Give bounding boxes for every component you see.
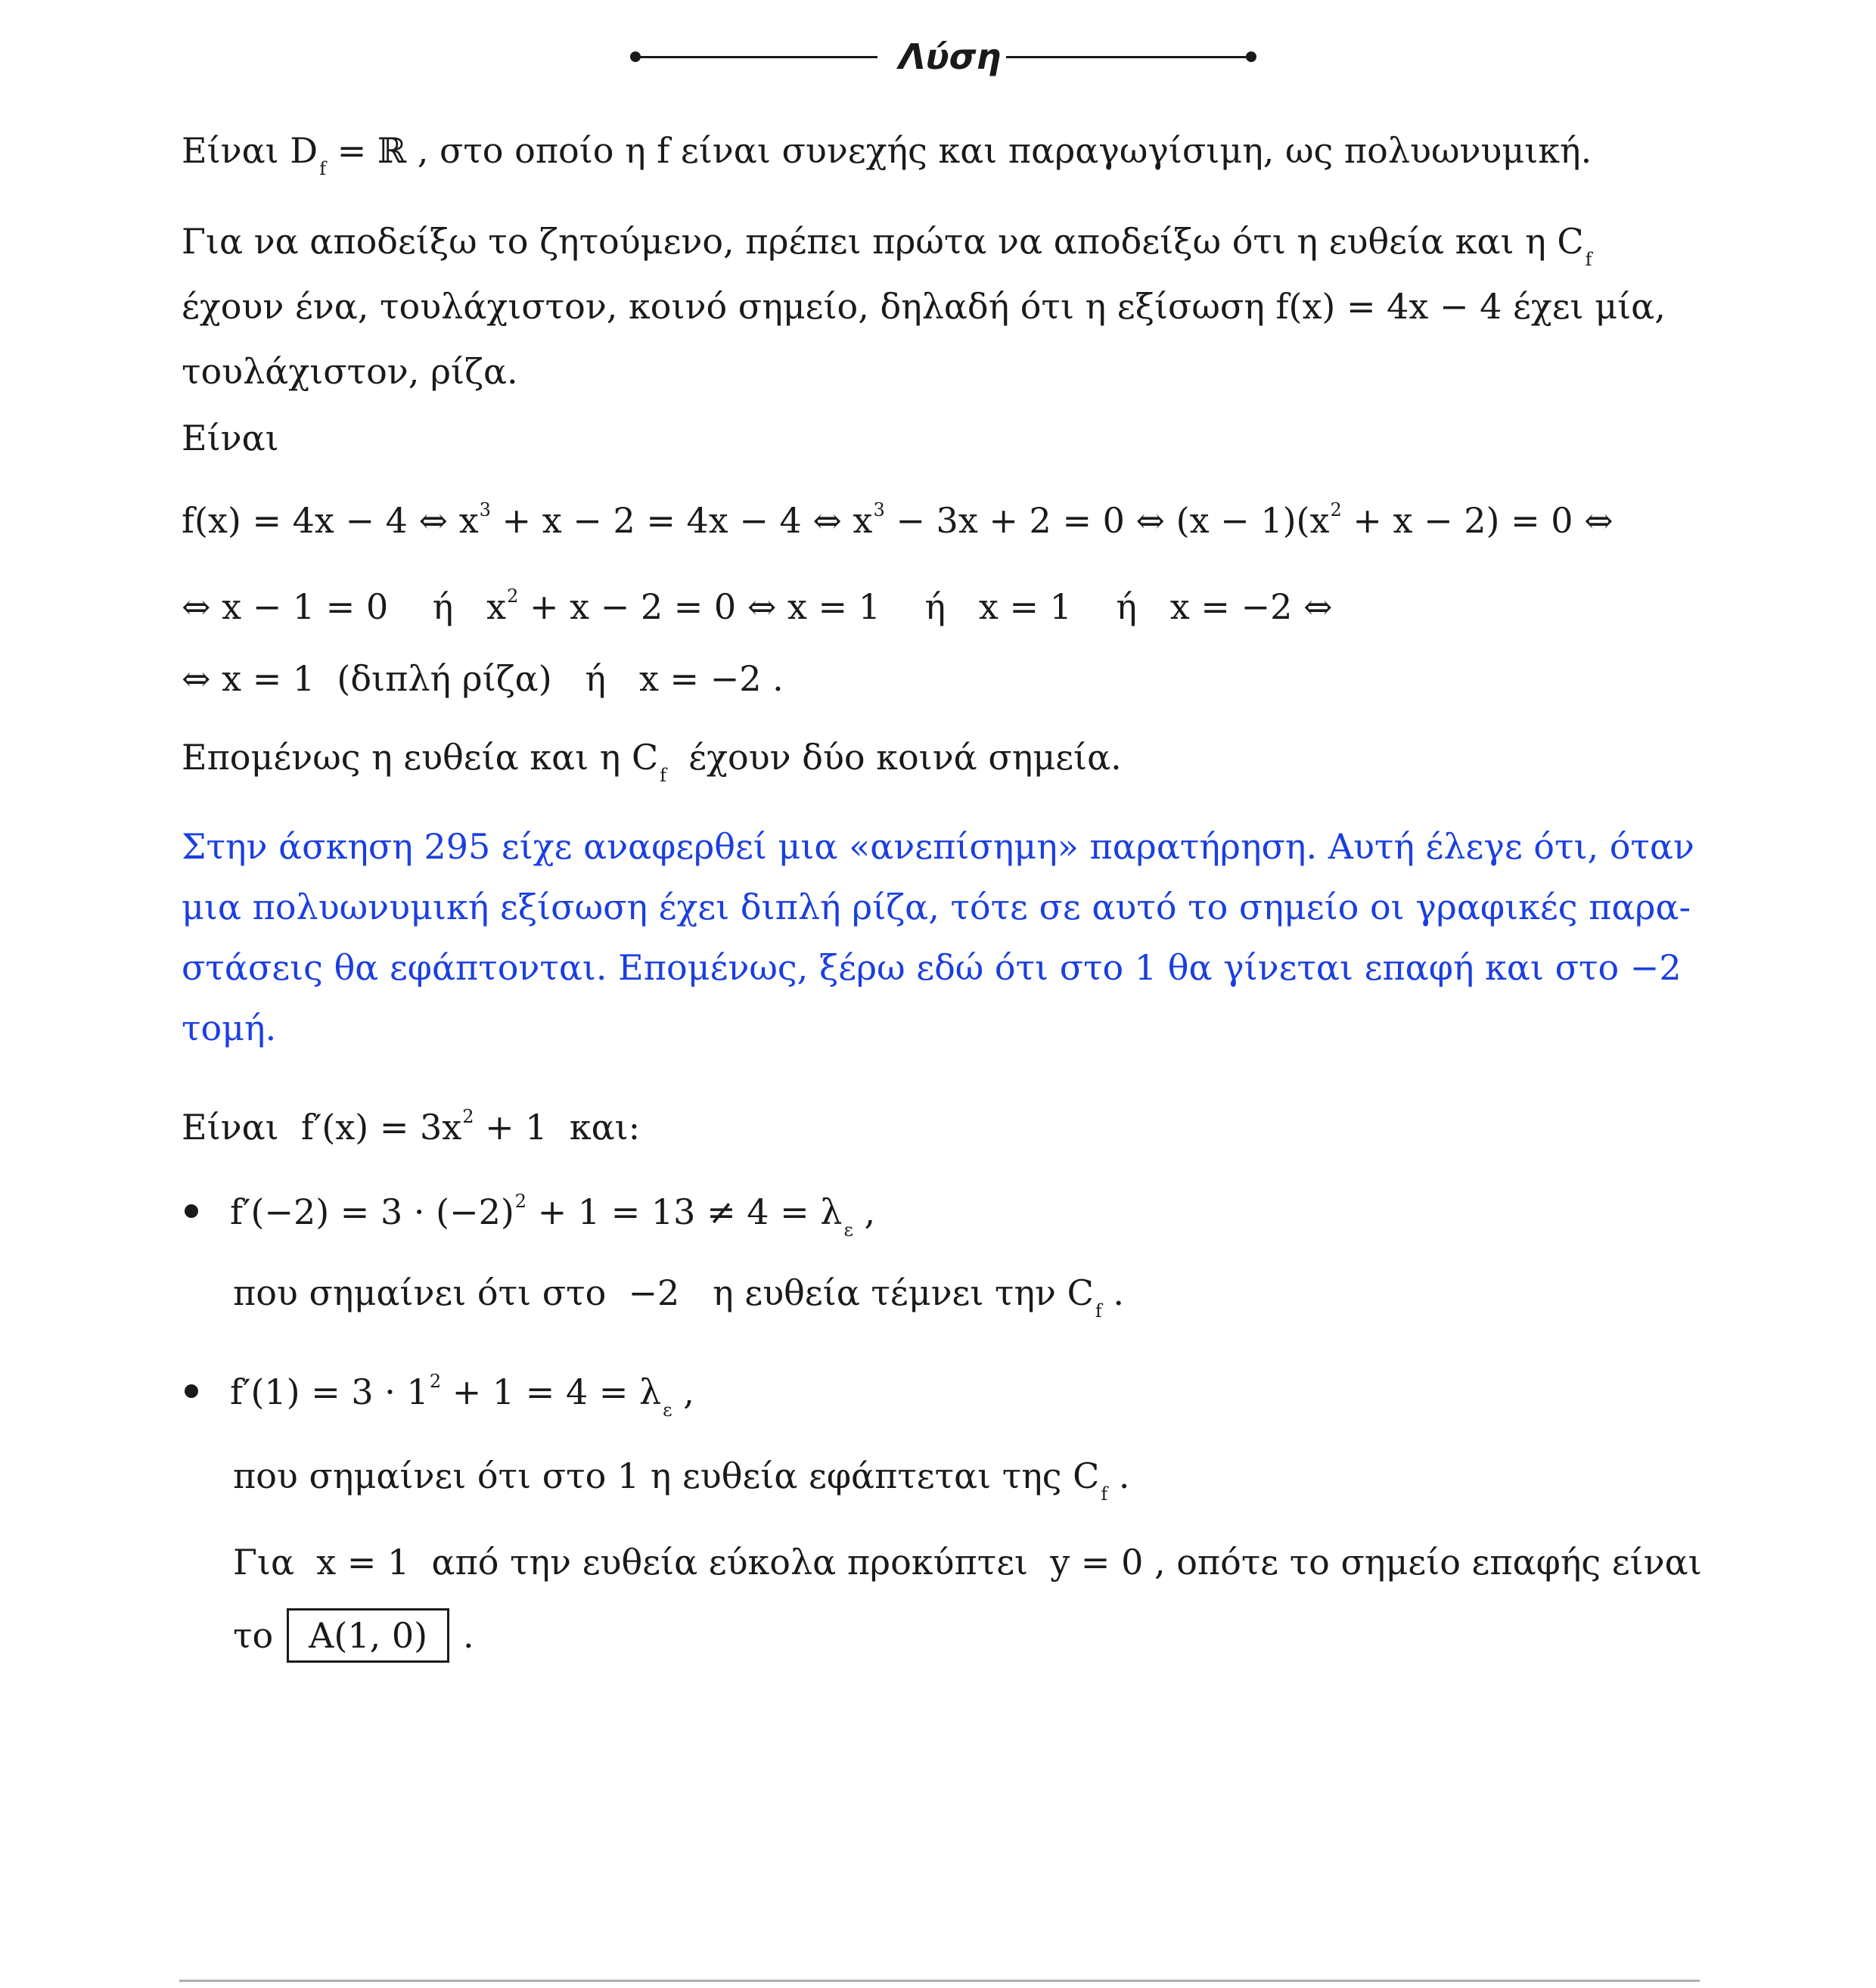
header-right-dot bbox=[1246, 51, 1256, 62]
paragraph-einai: Είναι bbox=[182, 418, 279, 458]
bullet-equation-1: $f'(-2) = 3 \cdot (-2)^2 + 1 = 13 \ne 4 = \lambda_\varepsilon$ , bbox=[230, 1191, 876, 1241]
bullet-marker-1 bbox=[185, 1204, 198, 1218]
paragraph-derivative: Είναι $f'(x) = 3x^2 + 1$ και: bbox=[182, 1106, 641, 1148]
solution-heading: Λύση bbox=[899, 36, 1002, 77]
answer-box: A(1, 0) bbox=[287, 1608, 449, 1663]
paragraph-domain: Είναι $D_f$ = ℝ , στο οποίο η f είναι συνεχής και παραγωγίσιμη, ως πολυωνυμική. bbox=[182, 130, 1592, 179]
note-line1: Στην άσκηση 295 είχε αναφερθεί μια «ανεπίσημη» παρατήρηση. Αυτή έλεγε ότι, όταν bbox=[182, 826, 1694, 867]
header-left-rule bbox=[635, 56, 877, 58]
note-line2: μια πολυωνυμική εξίσωση έχει διπλή ρίζα, τότε σε αυτό το σημείο οι γραφικές παρα- bbox=[182, 887, 1691, 927]
footer-rule bbox=[179, 1980, 1700, 1982]
bullet-note-1: που σημαίνει ότι στο −2 η ευθεία τέμνει την $C_f$ . bbox=[233, 1272, 1124, 1322]
note-line3: στάσεις θα εφάπτονται. Επομένως, ξέρω εδώ ότι στο 1 θα γίνεται επαφή και στο −2 bbox=[182, 947, 1682, 988]
conclusion-line1: Για x = 1 από την ευθεία εύκολα προκύπτει y = 0 , οπότε το σημείο επαφής είναι bbox=[233, 1542, 1702, 1583]
paragraph-goal-line2: έχουν ένα, τουλάχιστον, κοινό σημείο, δηλαδή ότι η εξίσωση f(x) = 4x − 4 έχει μία, bbox=[182, 286, 1666, 327]
bullet-note-2: που σημαίνει ότι στο 1 η ευθεία εφάπτεται της $C_f$ . bbox=[233, 1455, 1130, 1505]
equation-line3: ⇔ x = 1 (διπλή ρίζα) ή x = −2 . bbox=[182, 658, 784, 699]
bullet-equation-2: $f'(1) = 3 \cdot 1^2 + 1 = 4 = \lambda_\varepsilon$ , bbox=[230, 1371, 694, 1421]
note-line4: τομή. bbox=[182, 1008, 277, 1048]
equation-line1: f(x) = 4x − 4 ⇔ $x^3 + x - 2 = 4x - 4$ ⇔ $x^3 - 3x + 2 = 0$ ⇔ $(x - 1)(x^2 + x - 2) = 0$ ⇔ bbox=[182, 499, 1614, 541]
header-right-rule bbox=[1006, 56, 1248, 58]
bullet-marker-2 bbox=[185, 1384, 198, 1398]
paragraph-goal-line3: τουλάχιστον, ρίζα. bbox=[182, 351, 518, 392]
conclusion-line2: το A(1, 0) . bbox=[233, 1608, 474, 1663]
paragraph-two-points: Επομένως η ευθεία και η $C_f$ έχουν δύο κοινά σημεία. bbox=[182, 737, 1122, 786]
equation-line2: ⇔ x − 1 = 0 ή $x^2 + x - 2 = 0$ ⇔ x = 1 ή x = 1 ή x = −2 ⇔ bbox=[182, 586, 1333, 627]
paragraph-goal-line1: Για να αποδείξω το ζητούμενο, πρέπει πρώτα να αποδείξω ότι η ευθεία και η $C_f$ bbox=[182, 221, 1592, 270]
